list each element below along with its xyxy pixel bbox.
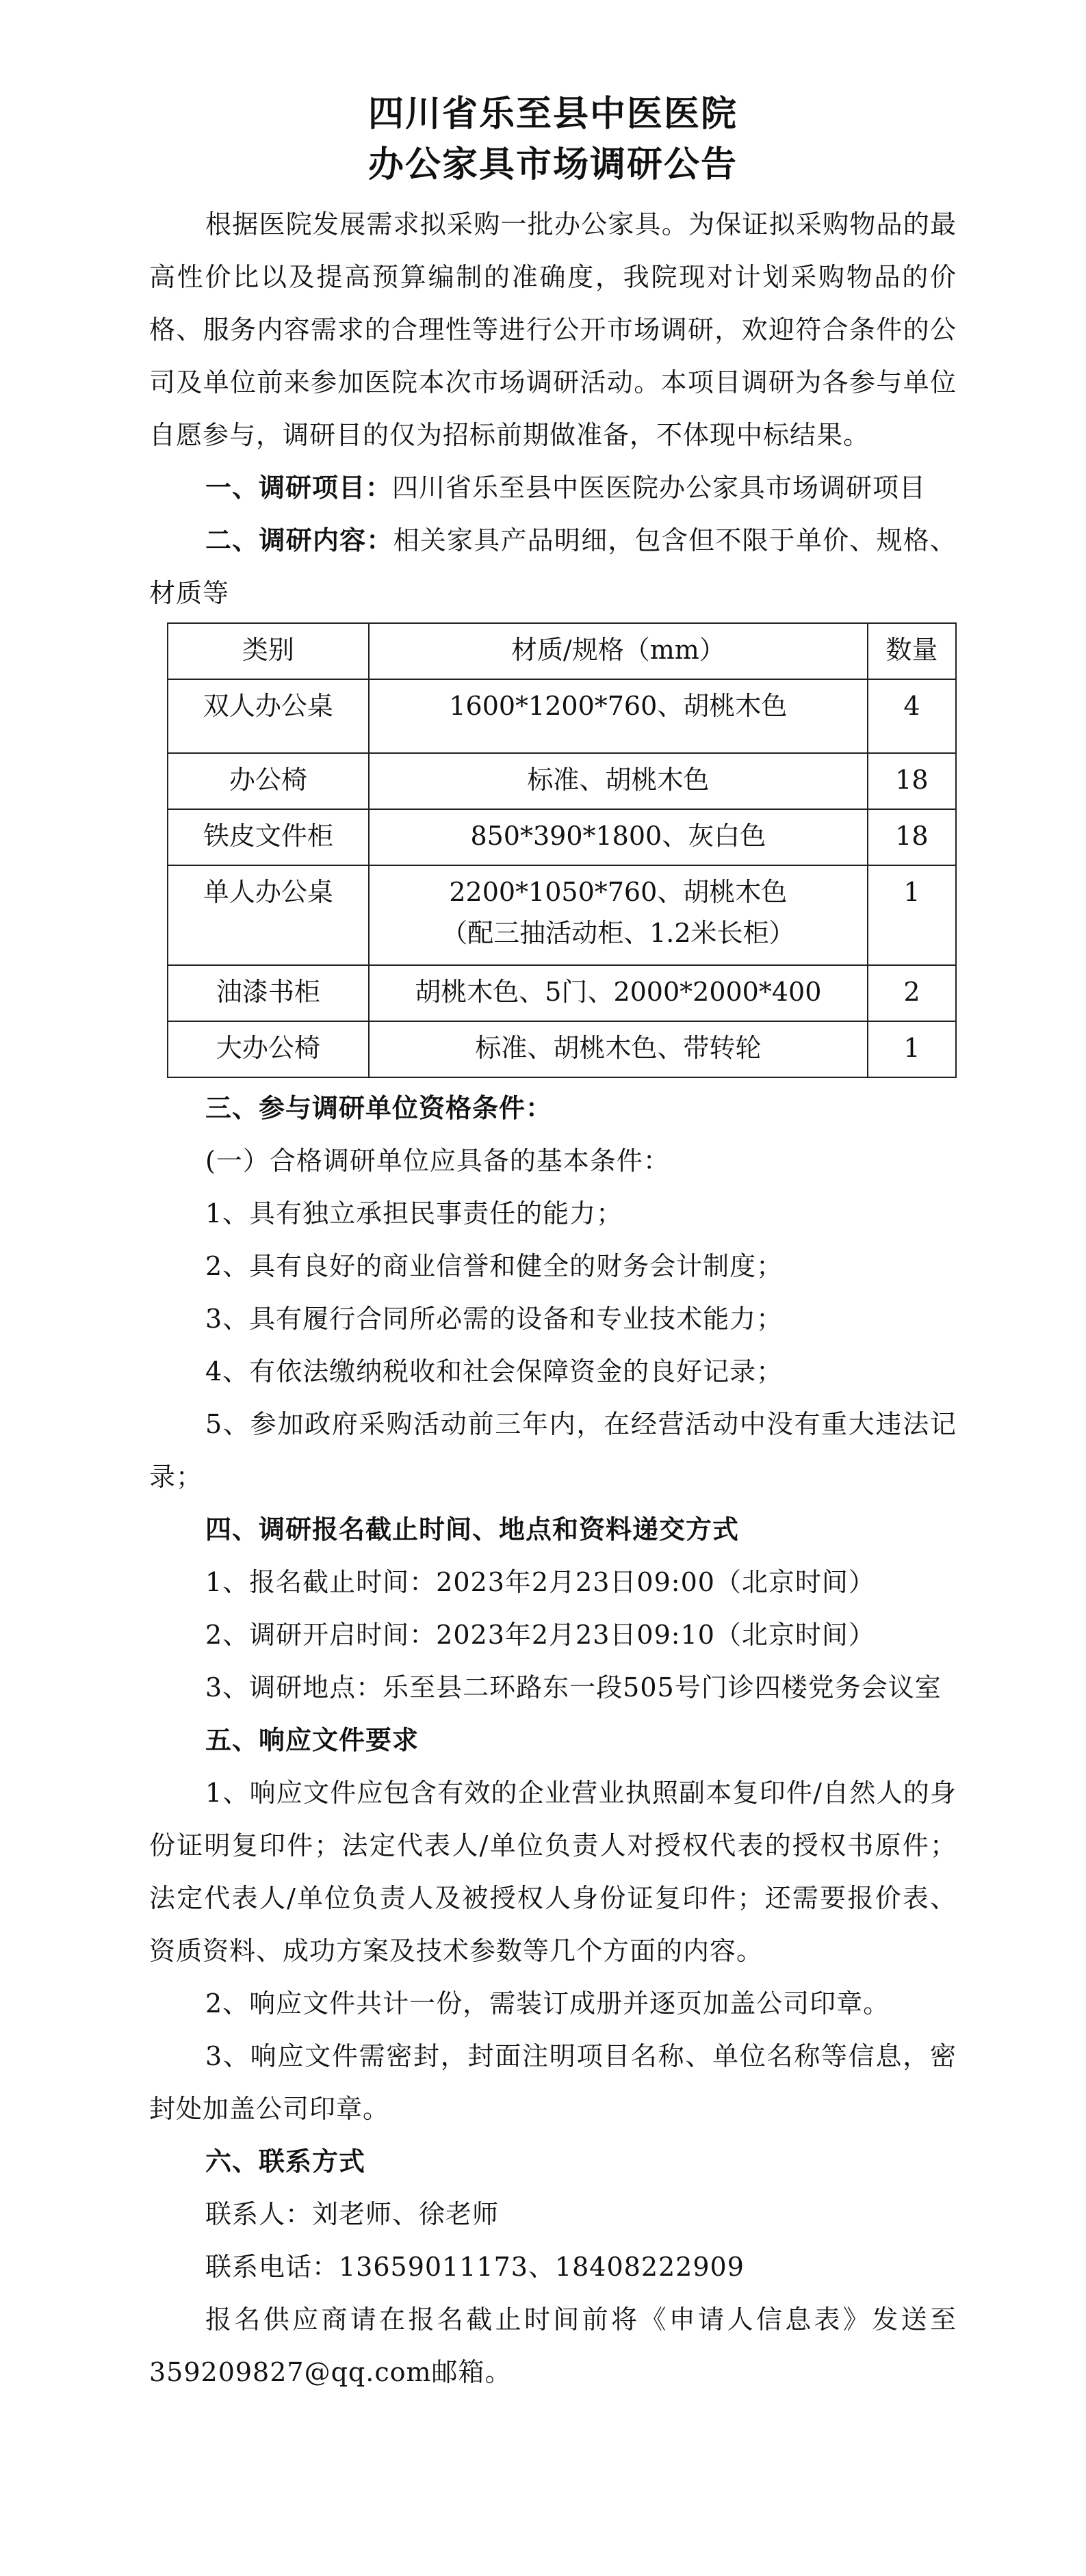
section-3-sub: (一）合格调研单位应具备的基本条件：	[205, 1146, 670, 1176]
header-quantity: 数量	[868, 623, 956, 679]
table-row	[168, 809, 956, 865]
section-2-heading: 二、调研内容：	[205, 525, 393, 555]
section-2	[149, 514, 957, 620]
table-row	[168, 965, 956, 1021]
title-line-1: 四川省乐至县中医医院	[367, 94, 738, 135]
cell-category: 油漆书柜	[168, 965, 369, 1021]
cell-spec	[369, 865, 868, 965]
section-2-text: 相关家具产品明细，包含但不限于单价、规格、材质等	[149, 525, 957, 608]
cell-spec-line-2: （配三抽活动柜、1.2米长柜）	[441, 918, 795, 948]
contact-phone: 联系电话：13659011173、18408222909	[205, 2252, 745, 2282]
cell-quantity: 18	[868, 753, 956, 809]
cell-category: 大办公椅	[168, 1021, 369, 1077]
table-row	[168, 753, 956, 809]
section-1-heading: 一、调研项目：	[205, 473, 393, 503]
section-4-item-2: 2、调研开启时间：2023年2月23日09:10（北京时间）	[205, 1620, 875, 1650]
cell-quantity: 2	[868, 965, 956, 1021]
contact-person: 联系人：刘老师、徐老师	[205, 2199, 500, 2229]
cell-spec: 850*390*1800、灰白色	[369, 809, 868, 865]
table-row	[168, 1021, 956, 1077]
cell-spec: 1600*1200*760、胡桃木色	[369, 679, 868, 753]
title-line-2: 办公家具市场调研公告	[367, 144, 738, 185]
section-5-item-2: 2、响应文件共计一份，需装订成册并逐页加盖公司印章。	[205, 1988, 890, 2019]
cell-category: 双人办公桌	[168, 679, 369, 753]
cell-category: 铁皮文件柜	[168, 809, 369, 865]
document-page	[149, 89, 957, 2399]
section-5-heading: 五、响应文件要求	[205, 1725, 419, 1755]
section-3-item-2: 2、具有良好的商业信誉和健全的财务会计制度；	[205, 1251, 784, 1281]
cell-spec-line-1: 2200*1050*760、胡桃木色	[449, 877, 788, 907]
table-row	[168, 679, 956, 753]
cell-spec: 标准、胡桃木色、带转轮	[369, 1021, 868, 1077]
section-3-item-1: 1、具有独立承担民事责任的能力；	[205, 1198, 623, 1228]
furniture-table	[167, 622, 957, 1078]
document-title	[149, 89, 957, 190]
cell-category: 单人办公桌	[168, 865, 369, 965]
cell-quantity: 1	[868, 865, 956, 965]
submission-note: 报名供应商请在报名截止时间前将《申请人信息表》发送至359209827@qq.com邮箱。	[149, 2304, 957, 2387]
section-3-item-5: 5、参加政府采购活动前三年内，在经营活动中没有重大违法记录；	[149, 1409, 957, 1492]
section-3-item-4: 4、有依法缴纳税收和社会保障资金的良好记录；	[205, 1356, 784, 1386]
cell-quantity: 18	[868, 809, 956, 865]
section-5-item-1: 1、响应文件应包含有效的企业营业执照副本复印件/自然人的身份证明复印件；法定代表人/单位负责人对授权代表的授权书原件；法定代表人/单位负责人及被授权人身份证复印件；还需要报价表、资质资料、成功方案及技术参数等几个方面的内容。	[149, 1778, 957, 1966]
table-header-row	[168, 623, 956, 679]
header-category: 类别	[168, 623, 369, 679]
cell-quantity: 1	[868, 1021, 956, 1077]
section-6-heading: 六、联系方式	[205, 2146, 366, 2177]
section-3-item-3: 3、具有履行合同所必需的设备和专业技术能力；	[205, 1304, 784, 1334]
section-4-item-3: 3、调研地点：乐至县二环路东一段505号门诊四楼党务会议室	[205, 1672, 942, 1703]
section-1-text: 四川省乐至县中医医院办公家具市场调研项目	[392, 473, 927, 503]
section-4-item-1: 1、报名截止时间：2023年2月23日09:00（北京时间）	[205, 1567, 875, 1597]
section-3-heading: 三、参与调研单位资格条件：	[205, 1093, 553, 1123]
intro-paragraph: 根据医院发展需求拟采购一批办公家具。为保证拟采购物品的最高性价比以及提高预算编制的准确度，我院现对计划采购物品的价格、服务内容需求的合理性等进行公开市场调研，欢迎符合条件的公司及单位前来参加医院本次市场调研活动。本项目调研为各参与单位自愿参与，调研目的仅为招标前期做准备，不体现中标结果。	[149, 209, 957, 450]
cell-spec: 标准、胡桃木色	[369, 753, 868, 809]
section-1	[149, 462, 957, 514]
cell-category: 办公椅	[168, 753, 369, 809]
table-row	[168, 865, 956, 965]
header-spec: 材质/规格（mm）	[369, 623, 868, 679]
cell-quantity: 4	[868, 679, 956, 753]
section-5-item-3: 3、响应文件需密封，封面注明项目名称、单位名称等信息，密封处加盖公司印章。	[149, 2041, 957, 2124]
cell-spec: 胡桃木色、5门、2000*2000*400	[369, 965, 868, 1021]
section-4-heading: 四、调研报名截止时间、地点和资料递交方式	[205, 1514, 740, 1545]
